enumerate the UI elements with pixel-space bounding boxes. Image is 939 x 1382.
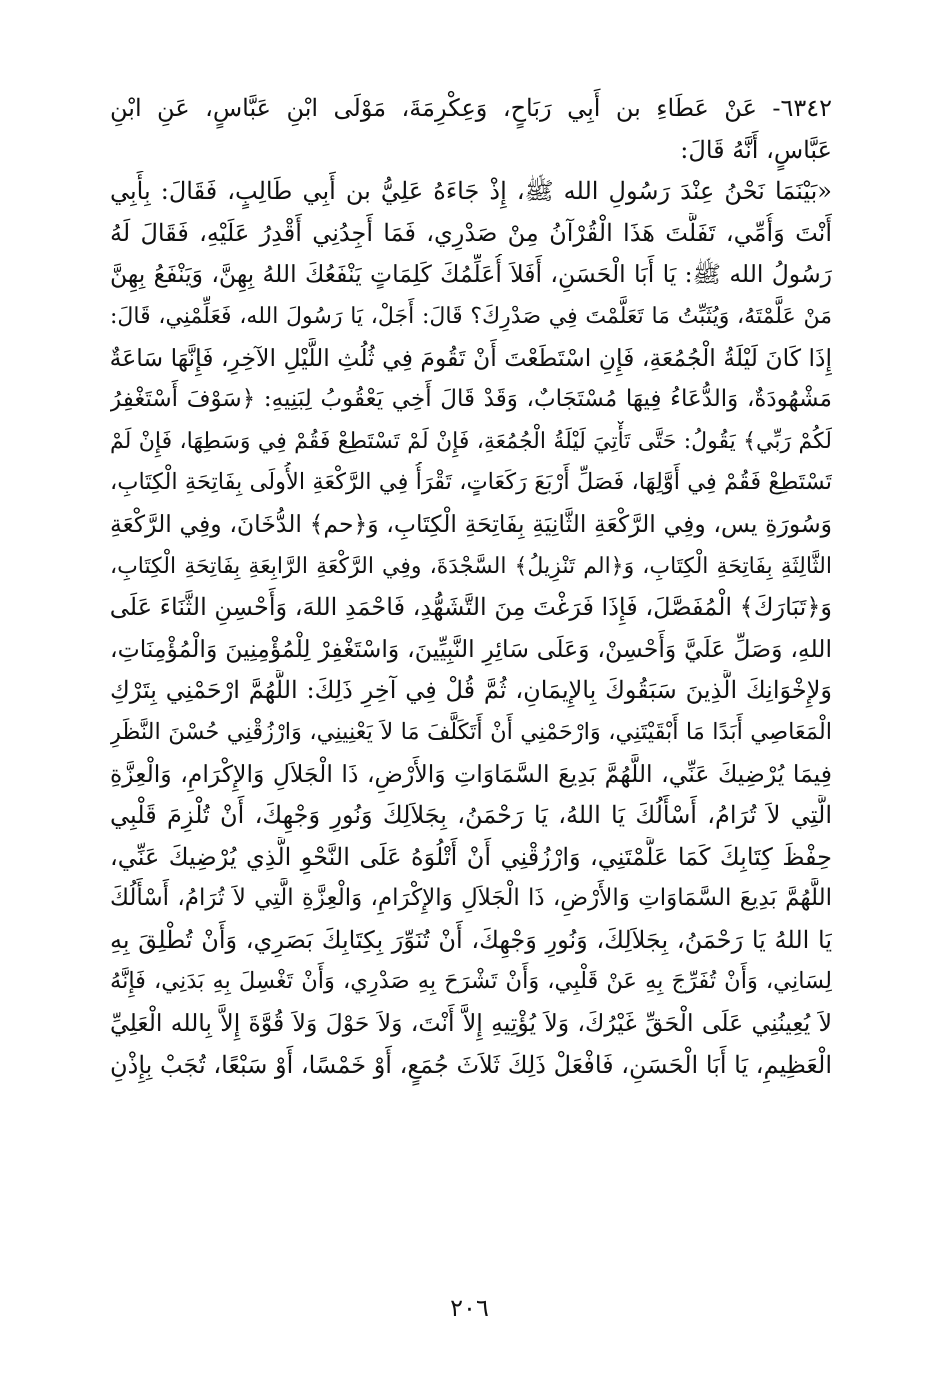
text-line-19: حِفْظَ كِتَابِكَ كَمَا عَلَّمْتَنِي، وَارْزُقْنِي أَنْ أَتْلُوَهُ عَلَى النَّحْوِ الَّذِي يُرْضِيكَ عَنِّي، [110, 842, 832, 871]
text-line-23: لاَ يُعِينُنِي عَلَى الْحَقِّ غَيْرُكَ، وَلاَ يُؤْتِيهِ إِلاَّ أَنْتَ، وَلاَ حَوْلَ وَلاَ قُوَّةَ إِلاَّ بِالله الْعَلِيِّ [110, 1009, 832, 1038]
text-line-7: إِذَا كَانَ لَيْلَةُ الْجُمُعَةِ، فَإِنِ اسْتَطَعْتَ أَنْ تَقُومَ فِي ثُلُثِ اللَّيْلِ الآخِرِ، فَإِنَّهَا سَاعَةٌ [110, 343, 832, 372]
hadith-text [110, 88, 832, 1086]
text-line-8: مَشْهُودَةٌ، وَالدُّعَاءُ فِيهَا مُسْتَجَابٌ، وَقَدْ قَالَ أَخِي يَعْقُوبُ لِبَنِيهِ: ﴿سَوْفَ أَسْتَغْفِرُ [110, 386, 832, 413]
page-number: ٢٠٦ [450, 1294, 489, 1322]
text-line-11: وَسُورَةِ يس، وفِي الرَّكْعَةِ الثَّانِيَةِ بِفَاتِحَةِ الْكِتَابِ، وَ﴿حم﴾ الدُّخَانَ، وفِي الرَّكْعَةِ [110, 509, 832, 538]
text-line-9: لَكُمْ رَبِّي﴾ يَقُولُ: حَتَّى تَأْتِيَ لَيْلَةُ الْجُمُعَةِ، فَإِنْ لَمْ تَسْتَطِعْ فَقُمْ فِي وَسَطِهَا، فَإِنْ لَمْ [110, 428, 832, 454]
text-line-18: الَّتِي لاَ تُرَامُ، أَسْأَلُكَ يَا اللهُ، يَا رَحْمَنُ، بِجَلاَلِكَ وَنُورِ وَجْهِكَ، أَنْ تُلْزِمَ قَلْبِي [110, 801, 832, 830]
text-line-10: تَسْتَطِعْ فَقُمْ فِي أَوَّلِهَا، فَصَلِّ أَرْبَعَ رَكَعَاتٍ، تَقْرَأُ فِي الرَّكْعَةِ الأُولَى بِفَاتِحَةِ الْكِتَابِ، [110, 469, 832, 496]
text-line-24: الْعَظِيمِ، يَا أَبَا الْحَسَنِ، فَافْعَلْ ذَلِكَ ثَلاَثَ جُمَعٍ، أَوْ خَمْسًا، أَوْ سَبْعًا، تُجَبْ بِإِذْنِ [110, 1050, 832, 1079]
text-line-16: الْمَعَاصِي أَبَدًا مَا أَبْقَيْتَنِي، وَارْحَمْنِي أَنْ أَتَكَلَّفَ مَا لاَ يَعْنِينِي، وَارْزُقْنِي حُسْنَ النَّظَرِ [110, 718, 832, 745]
text-line-21: يَا اللهُ يَا رَحْمَنُ، بِجَلاَلِكَ، وَنُورِ وَجْهِكَ، أَنْ تُنَوِّرَ بِكِتَابِكَ بَصَرِي، وَأَنْ تُطْلِقَ بِهِ [110, 925, 832, 954]
text-line-20: اللَّهُمَّ بَدِيعَ السَّمَاوَاتِ وَالأَرْضِ، ذَا الْجَلاَلِ وَالإِكْرَامِ، وَالْعِزَّةِ الَّتِي لاَ تُرَامُ، أَسْأَلُكَ [110, 885, 832, 912]
text-line-15: وَلإِخْوَانِكَ الَّذِينَ سَبَقُوكَ بِالإِيمَانِ، ثُمَّ قُلْ فِي آخِرِ ذَلِكَ: اللَّهُمَّ ارْحَمْنِي بِتَرْكِ [110, 676, 832, 705]
text-line-1: ٦٣٤٢- عَنْ عَطَاءِ بن أَبِي رَبَاحٍ، وَعِكْرِمَةَ، مَوْلَى ابْنِ عَبَّاسٍ، عَنِ ابْنِ [110, 94, 832, 122]
text-line-6: مَنْ عَلَّمْتَهُ، وَيُثَبِّتُ مَا تَعَلَّمْتَ فِي صَدْرِكَ؟ قَالَ: أَجَلْ، يَا رَسُولَ الله، فَعَلِّمْنِي، قَالَ: [110, 303, 832, 329]
text-line-13: وَ﴿تَبَارَكَ﴾ الْمُفَصَّلَ، فَإِذَا فَرَغْتَ مِنَ التَّشَهُّدِ، فَاحْمَدِ اللهَ، وَأَحْسِنِ الثَّنَاءَ عَلَى [110, 593, 832, 622]
text-line-17: فِيمَا يُرْضِيكَ عَنِّي، اللَّهُمَّ بَدِيعَ السَّمَاوَاتِ وَالأَرْضِ، ذَا الْجَلاَلِ وَالإِكْرَامِ، وَالْعِزَّةِ [110, 759, 832, 788]
text-line-12: الثَّالِثَةِ بِفَاتِحَةِ الْكِتَابِ، وَ﴿الم تَنْزِيلُ﴾ السَّجْدَةَ، وفِي الرَّكْعَةِ الرَّابِعَةِ بِفَاتِحَةِ الْكِتَابِ، [110, 553, 832, 579]
text-line-5: رَسُولُ الله ﷺ: يَا أَبَا الْحَسَنِ، أَفَلاَ أُعَلِّمُكَ كَلِمَاتٍ يَنْفَعُكَ اللهُ بِهِنَّ، وَيَنْفَعُ بِهِنَّ [110, 260, 832, 289]
text-line-2: عَبَّاسٍ، أَنَّهُ قَالَ: [680, 135, 832, 164]
text-line-22: لِسَانِي، وَأَنْ تُفَرِّجَ بِهِ عَنْ قَلْبِي، وَأَنْ تَشْرَحَ بِهِ صَدْرِي، وَأَنْ تَغْسِلَ بِهِ بَدَنِي، فَإِنَّهُ [110, 968, 832, 995]
text-line-14: اللهِ، وَصَلِّ عَلَيَّ وَأَحْسِنْ، وَعَلَى سَائِرِ النَّبِيِّينَ، وَاسْتَغْفِرْ لِلْمُؤْمِنِينَ وَالْمُؤْمِنَاتِ، [110, 634, 832, 663]
text-line-4: أَنْتَ وَأُمِّي، تَفَلَّتَ هَذَا الْقُرْآنُ مِنْ صَدْرِي، فَمَا أَجِدُنِي أَقْدِرُ عَلَيْهِ، فَقَالَ لَهُ [110, 218, 832, 247]
text-line-3: «بَيْنَمَا نَحْنُ عِنْدَ رَسُولِ الله ﷺ، إِذْ جَاءَهُ عَلِيُّ بن أَبِي طَالِبٍ، فَقَالَ: بِأَبِي [110, 177, 832, 206]
